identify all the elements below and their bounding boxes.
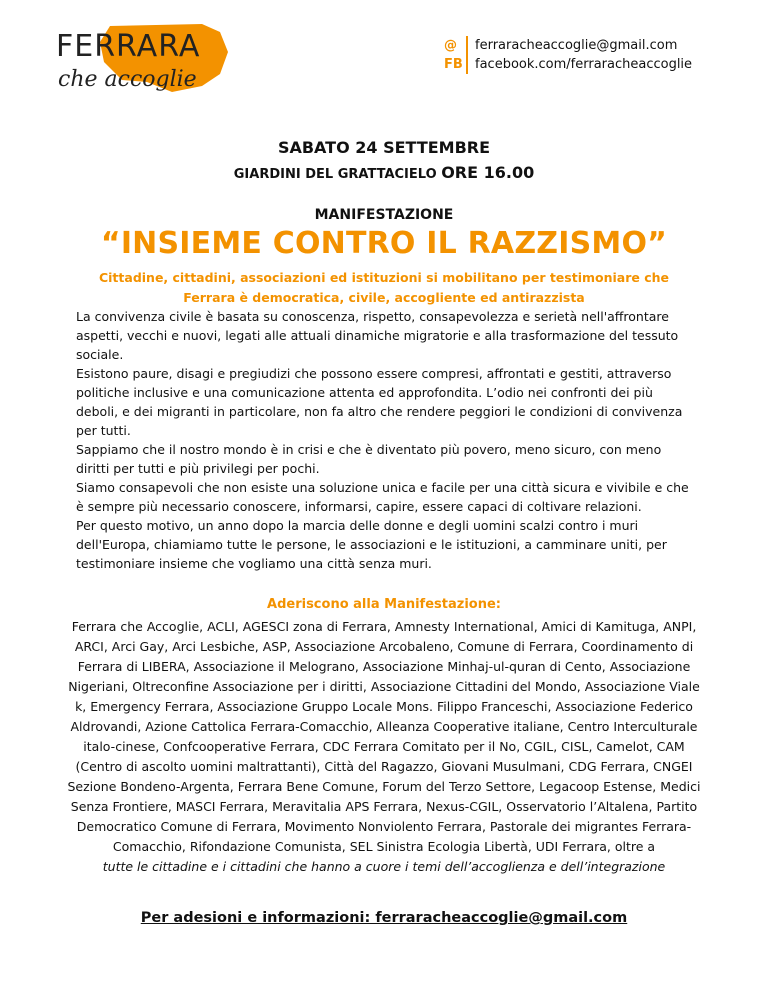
logo-che-accoglie-text: che accoglie [58, 67, 197, 92]
contact-info [444, 36, 692, 74]
paragraph: Siamo consapevoli che non esiste una soluzione unica e facile per una città sicura e vivibile e che è sempre più necessario conoscere, informarsi, capire, essere capaci di coltivare relazioni. [76, 480, 689, 514]
contact-facebook[interactable]: facebook.com/ferraracheaccoglie [475, 57, 693, 72]
event-location: GIARDINI DEL GRATTACIELO [233, 167, 437, 182]
contact-email[interactable]: ferraracheaccoglie@gmail.com [475, 38, 678, 53]
event-time: ORE 16.00 [441, 163, 535, 182]
adherents-closing: tutte le cittadine e i cittadini che hanno a cuore i temi dell’accoglienza e dell’integrazione [102, 859, 666, 874]
divider [466, 36, 468, 55]
event-title: “INSIEME CONTRO IL RAZZISMO” [100, 226, 668, 261]
event-subtitle: Cittadine, cittadini, associazioni ed istituzioni si mobilitano per testimoniare che Ferrara è democratica, civile, accogliente ed antirazzista [98, 270, 670, 305]
event-place [0, 163, 768, 182]
logo [52, 22, 242, 102]
paragraph: Per questo motivo, un anno dopo la marcia delle donne e degli uomini scalzi contro i muri dell'Europa, chiamiamo tutte le persone, le associazioni e le istituzioni, a camminare uniti, per testimoniare insieme che vogliamo una città senza muri. [76, 518, 667, 571]
adherents-heading: Aderiscono alla Manifestazione: [267, 597, 501, 612]
adherents-list [64, 617, 704, 877]
paragraph: Sappiamo che il nostro mondo è in crisi e che è diventato più povero, meno sicuro, con meno diritti per tutti e più privilegi per pochi. [76, 442, 662, 476]
footer [0, 910, 768, 926]
event-kind: MANIFESTAZIONE [314, 207, 454, 223]
email-icon: @ [444, 38, 457, 53]
adherents-names: Ferrara che Accoglie, ACLI, AGESCI zona di Ferrara, Amnesty International, Amici di Kamituga, ANPI, ARCI, Arci Gay, Arci Lesbiche, ASP, Associazione Arcobaleno, Comune di Ferrara, Coordinamento di Ferrara di LIBERA, Associazione il Melograno, Associazione Minhaj-ul-quran di Cento, Associazione Nigeriani, Oltreconfine Associazione per i diritti, Associazione Cittadini del Mondo, Associazione Viale k, Emergency Ferrara, Associazione Gruppo Locale Mons. Filippo Franceschi, Associazione Federico Aldrovandi, Azione Cattolica Ferrara-Comacchio, Alleanza Cooperative italiane, Centro Interculturale italo-cinese, Confcooperative Ferrara, CDC Ferrara Comitato per il No, CGIL, CISL, Camelot, CAM (Centro di ascolto uomini maltrattanti), Città del Ragazzo, Giovani Musulmani, CDG Ferrara, CNGEI Sezione Bondeno-Argenta, Ferrara Bene Comune, Forum del Terzo Settore, Legacoop Estense, Medici Senza Frontiere, MASCI Ferrara, Meravitalia APS Ferrara, Nexus-CGIL, Osservatorio l’Altalena, Partito Democratico Comune di Ferrara, Movimento Nonviolento Ferrara, Pastorale dei migrantes Ferrara-Comacchio, Rifondazione Comunista, SEL Sinistra Ecologia Libertà, UDI Ferrara, oltre a [67, 619, 701, 854]
paragraph: La convivenza civile è basata su conoscenza, rispetto, consapevolezza e serietà nell'affrontare aspetti, vecchi e nuovi, legati alle attuali dinamiche migratorie e alla trasformazione del tessuto sociale. [76, 309, 679, 362]
divider [466, 55, 468, 74]
facebook-icon: FB [444, 57, 463, 72]
event-date: SABATO 24 SETTEMBRE [277, 138, 491, 157]
body-text [76, 307, 696, 573]
logo-ferrara-text: FERRARA [56, 29, 201, 64]
footer-contact-link[interactable]: Per adesioni e informazioni: ferraracheaccoglie@gmail.com [140, 910, 628, 926]
paragraph: Esistono paure, disagi e pregiudizi che possono essere compresi, affrontati e gestiti, attraverso politiche inclusive e una comunicazione attenta ed approfondita. L’odio nei confronti dei più deboli, e dei migranti in particolare, non fa altro che rendere peggiori le condizioni di convivenza per tutti. [76, 366, 683, 438]
